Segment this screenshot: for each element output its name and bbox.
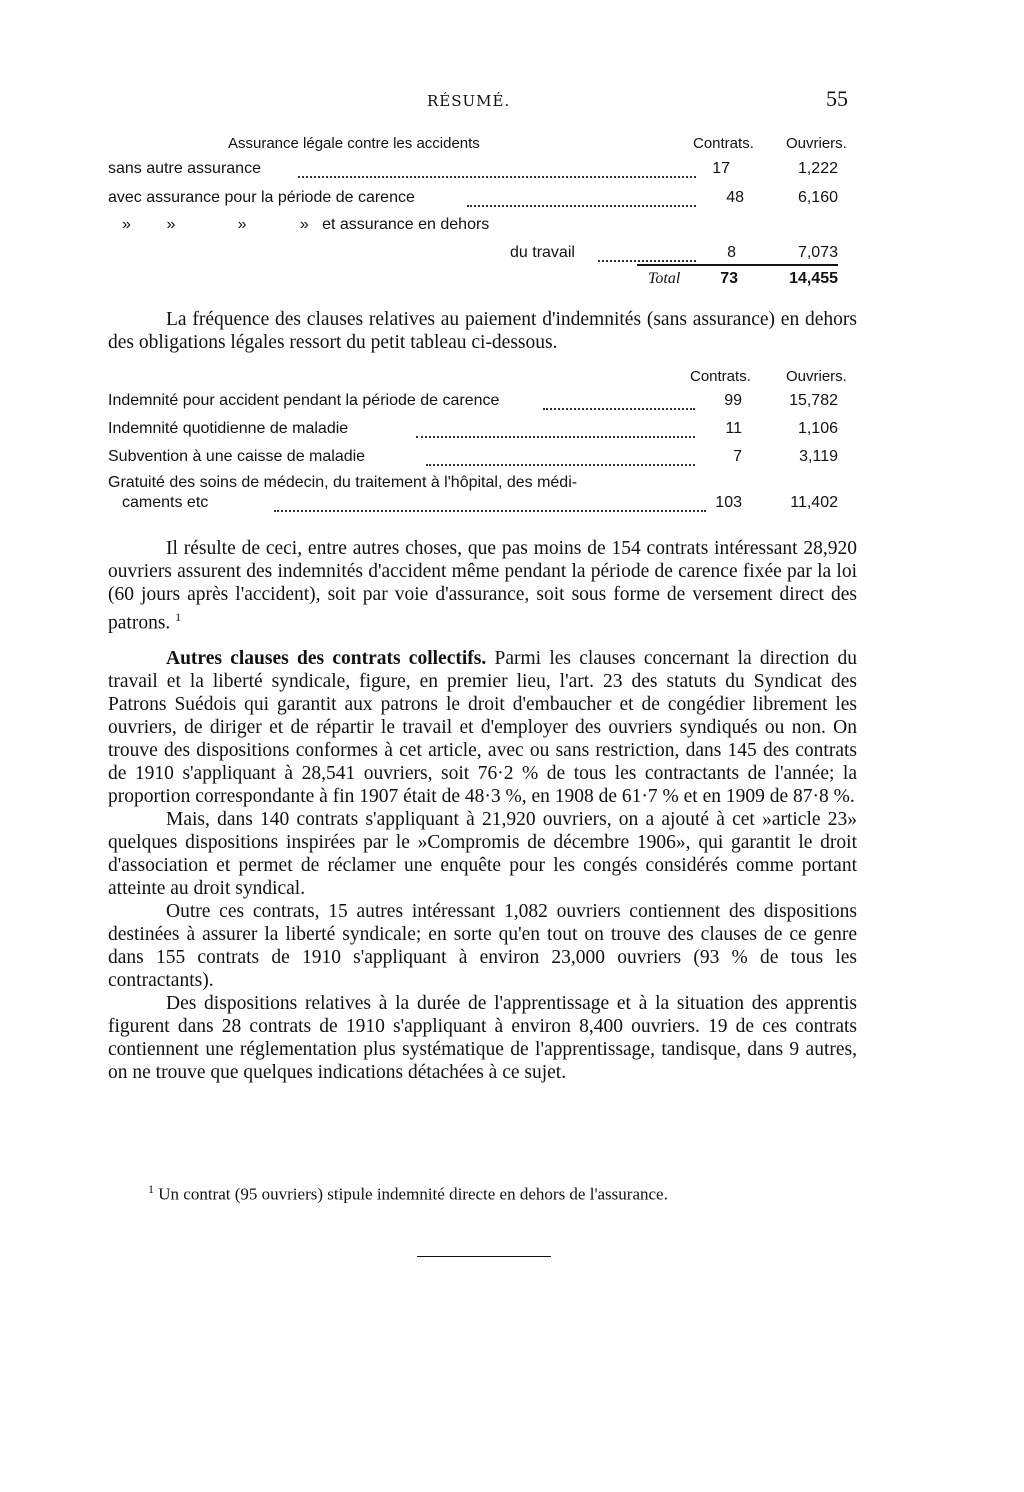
table2-row-workers: 1,106 [797, 420, 838, 437]
table2-col-workers: Ouvriers. [786, 368, 847, 385]
footnote-text: Un contrat (95 ouvriers) stipule indemnité directe en dehors de l'assurance. [158, 1184, 668, 1204]
table1-col-contracts: Contrats. [693, 135, 754, 152]
paragraph [108, 537, 857, 635]
table1-row-workers: 1,222 [797, 160, 838, 177]
paragraph: Mais, dans 140 contrats s'appliquant à 21,920 ouvriers, on a ajouté à cet »article 23» quelques dispositions inspirées par le »Compromis de décembre 1906», qui garantit le droit d'association et permet de réclamer une enquête pour les congés considérés comme portant atteinte au droit syndical. [108, 809, 857, 899]
paragraph: Outre ces contrats, 15 autres intéressant 1,082 ouvriers contiennent des dispositions destinées à assurer la liberté syndicale; en sorte qu'en tout on trouve des clauses de ce genre dans 155 contrats de 1910 s'appliquant à environ 23,000 ouvriers (93 % de tous les contractants). [108, 901, 857, 991]
table1-col-workers: Ouvriers. [786, 135, 847, 152]
table1-caption: Assurance légale contre les accidents [228, 135, 480, 152]
table1-row-label: avec assurance pour la période de carence [108, 189, 415, 206]
footnote [148, 1182, 668, 1205]
table1-total-contracts: 73 [720, 270, 738, 287]
table2-row-label: caments etc [122, 494, 209, 511]
table1-row-workers: 6,160 [797, 189, 838, 206]
table2-row-workers: 15,782 [789, 392, 838, 409]
table2-row-contracts: 11 [725, 420, 742, 437]
paragraph: La fréquence des clauses relatives au paiement d'indemnités (sans assurance) en dehors des obligations légales ressort du petit tableau ci-dessous. [108, 309, 857, 353]
paragraph-text: Il résulte de ceci, entre autres choses, que pas moins de 154 contrats intéressant 28,920 ouvriers assurent des indemnités d'accident même pendant la période de carence fixée par la loi (60 jours après l'accident), soit par voie d'assurance, soit sous forme de versement direct des patrons. [108, 538, 857, 634]
table1-row-label: du travail [510, 244, 575, 261]
table1-row-prefix: » » » » et assurance en dehors [122, 216, 490, 233]
paragraph: Des dispositions relatives à la durée de l'apprentissage et à la situation des apprentis figurent dans 28 contrats de 1910 s'appliquant à environ 8,400 ouvriers. 19 de ces contrats contiennent une réglementation plus systématique de l'apprentissage, tandisque, dans 9 autres, on ne trouve que quelques indications détachées à ce sujet. [108, 993, 857, 1083]
table2-row-label: Indemnité pour accident pendant la période de carence [108, 392, 500, 409]
table1-row-contracts: 17 [712, 160, 730, 177]
table1-row-contracts: 8 [727, 244, 736, 261]
table2-row-workers: 3,119 [799, 448, 838, 465]
table2-row-label-line1: Gratuité des soins de médecin, du traitement à l'hôpital, des médi- [108, 474, 578, 491]
table2-row-contracts: 103 [715, 494, 742, 511]
table1-total-workers: 14,455 [789, 270, 838, 287]
table1-row-label: sans autre assurance [108, 160, 261, 177]
table2-row-contracts: 7 [733, 448, 742, 465]
table1-row-contracts: 48 [726, 189, 744, 206]
paragraph-text: Parmi les clauses concernant la direction du travail et la liberté syndicale, figure, en premier lieu, l'art. 23 des statuts du Syndicat des Patrons Suédois qui garantit aux patrons le droit d'embaucher et de congédier librement les ouvriers, de diriger et de répartir le travail et d'employer des ouvriers syndiqués ou non. On trouve des dispositions conformes à cet article, avec ou sans restriction, dans 145 des contrats de 1910 s'appliquant à 28,541 ouvriers, soit 76·2 % de tous les contractants de l'année; la proportion correspondante à fin 1907 était de 48·3 %, en 1908 de 61·7 % et en 1909 de 87·8 %. [108, 648, 857, 807]
table1-row-workers: 7,073 [797, 244, 838, 261]
table1-total-label: Total [648, 270, 681, 287]
page-number: 55 [826, 86, 848, 111]
paragraph [108, 647, 857, 808]
table2-row-label: Indemnité quotidienne de maladie [108, 420, 349, 437]
table2-row-label: Subvention à une caisse de maladie [108, 448, 366, 465]
footnote-mark: 1 [148, 1182, 154, 1196]
table2-row-contracts: 99 [724, 392, 742, 409]
table2-col-contracts: Contrats. [690, 368, 751, 385]
footnote-reference: 1 [175, 610, 182, 624]
end-rule [417, 1256, 551, 1257]
table2-row-workers: 11,402 [790, 494, 838, 511]
running-title: RÉSUMÉ. [427, 92, 511, 110]
section-heading: Autres clauses des contrats collectifs. [166, 648, 487, 669]
